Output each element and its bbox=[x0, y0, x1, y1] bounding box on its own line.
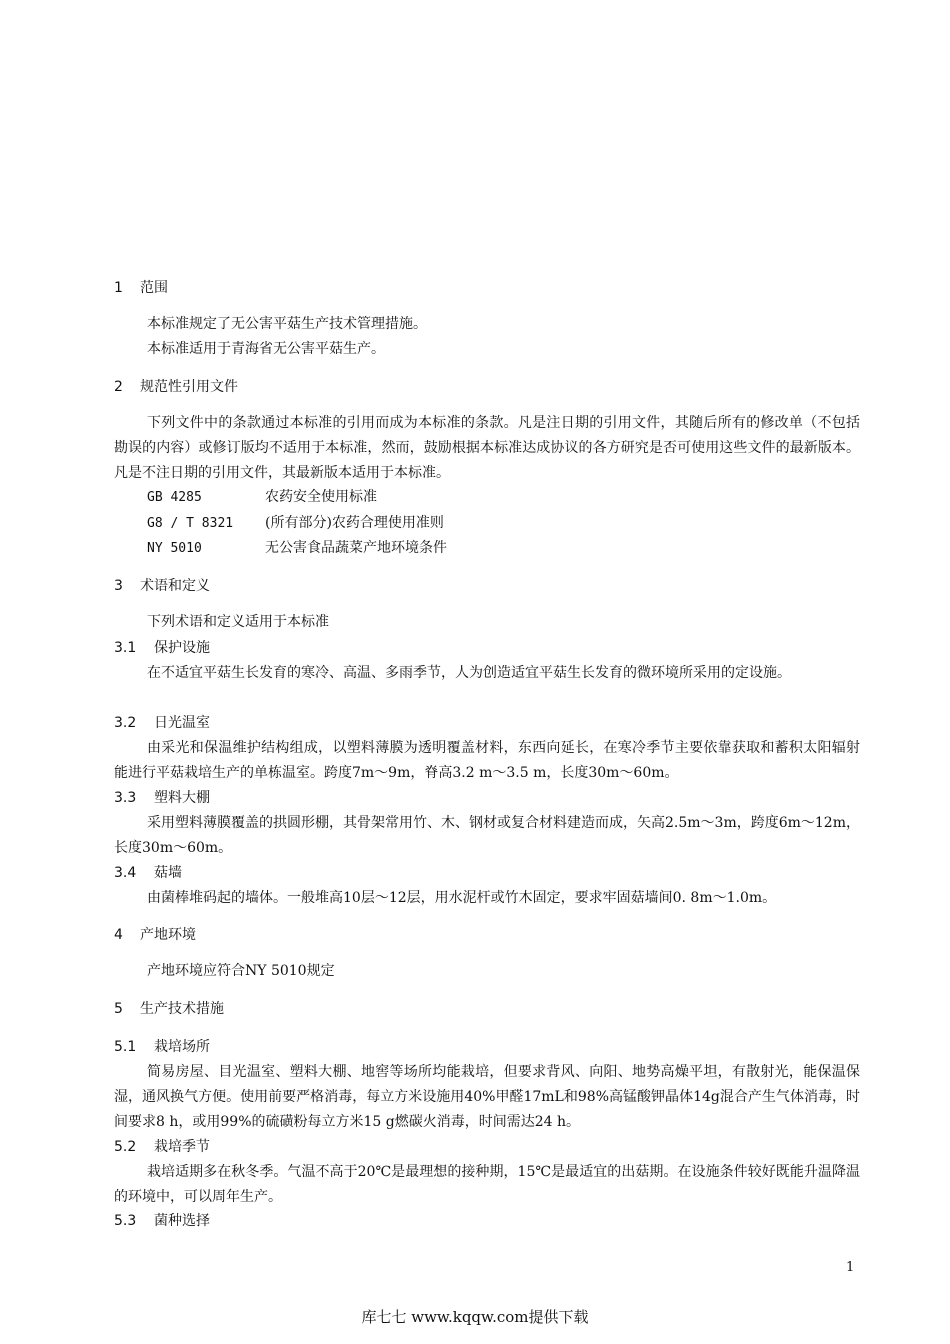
section-number: 2 bbox=[114, 379, 123, 395]
download-footer: 库七七 www.kqqw.com提供下载 bbox=[361, 1308, 589, 1326]
paragraph: 由采光和保温维护结构组成，以塑料薄膜为透明覆盖材料，东西向延长，在寒冷季节主要依靠获取和蓄积太阳辐射能进行平菇栽培生产的单栋温室。跨度7m～9m，脊高3.2 m～3.5 m，长度30m～60m。 bbox=[114, 740, 860, 781]
page-number: 1 bbox=[846, 1260, 855, 1275]
subsection-5-2-heading bbox=[114, 1137, 210, 1157]
section-1-heading bbox=[114, 278, 168, 298]
section-number: 5.3 bbox=[114, 1213, 137, 1229]
paragraph: 产地环境应符合NY 5010规定 bbox=[147, 963, 335, 979]
section-title: 范围 bbox=[140, 280, 168, 296]
section-title: 产地环境 bbox=[140, 927, 196, 943]
section-number: 5.1 bbox=[114, 1039, 137, 1055]
paragraph: 采用塑料薄膜覆盖的拱圆形棚，其骨架常用竹、木、钢材或复合材料建造而成，矢高2.5m～3m，跨度6m～12m，长度30m～60m。 bbox=[114, 815, 860, 856]
section-title: 术语和定义 bbox=[140, 578, 210, 594]
subsection-3-1-heading bbox=[114, 638, 210, 658]
section-title: 菌种选择 bbox=[154, 1213, 210, 1229]
subsection-3-3-heading bbox=[114, 788, 210, 808]
subsection-5-3-heading bbox=[114, 1211, 210, 1231]
section-title: 规范性引用文件 bbox=[140, 379, 238, 395]
paragraph: 在不适宜平菇生长发育的寒冷、高温、多雨季节，人为创造适宜平菇生长发育的微环境所采用的定设施。 bbox=[147, 665, 791, 681]
subsection-3-2-heading bbox=[114, 713, 210, 733]
section-number: 5 bbox=[114, 1001, 123, 1017]
paragraph: 简易房屋、目光温室、塑料大棚、地窖等场所均能栽培，但要求背风、向阳、地势高燥平坦，有散射光，能保温保湿，通风换气方便。使用前要严格消毒，每立方米设施用40%甲醛17mL和98%高锰酸钾晶体14g混合产生气体消毒，时间要求8 h，或用99%的硫磺粉每立方米15 g燃碳火消毒，时间需达24 h。 bbox=[114, 1064, 860, 1130]
paragraph: 下列文件中的条款通过本标准的引用而成为本标准的条款。凡是注日期的引用文件，其随后所有的修改单（不包括勘误的内容）或修订版均不适用于本标准，然而，鼓励根据本标准达成协议的各方研究是否可使用这些文件的最新版本。凡是不注日期的引用文件，其最新版本适用于本标准。 bbox=[114, 415, 860, 481]
section-3-heading bbox=[114, 576, 210, 596]
paragraph: 本标准适用于青海省无公害平菇生产。 bbox=[147, 341, 385, 357]
subsection-5-1-heading bbox=[114, 1037, 210, 1057]
section-title: 塑料大棚 bbox=[154, 790, 210, 806]
reference-item bbox=[147, 486, 377, 509]
paragraph: 本标准规定了无公害平菇生产技术管理措施。 bbox=[147, 316, 427, 332]
section-title: 生产技术措施 bbox=[140, 1001, 224, 1017]
section-2-heading bbox=[114, 377, 238, 397]
section-number: 3.2 bbox=[114, 715, 137, 731]
section-5-heading bbox=[114, 999, 224, 1019]
section-number: 3.1 bbox=[114, 640, 137, 656]
section-title: 保护设施 bbox=[154, 640, 210, 656]
subsection-3-4-heading bbox=[114, 863, 182, 883]
section-number: 3.3 bbox=[114, 790, 137, 806]
reference-item bbox=[147, 512, 444, 535]
reference-code: GB 4285 bbox=[147, 490, 202, 505]
paragraph: 由菌棒堆码起的墙体。一般堆高10层～12层，用水泥杆或竹木固定，要求牢固菇墙间0. 8m～1.0m。 bbox=[147, 890, 777, 906]
reference-item bbox=[147, 537, 447, 560]
reference-title: (所有部分)农药合理使用准则 bbox=[265, 515, 444, 531]
reference-code: G8 / T 8321 bbox=[147, 516, 234, 531]
paragraph: 栽培适期多在秋冬季。气温不高于20℃是最理想的接种期，15℃是最适宜的出菇期。在设施条件较好既能升温降温的环境中，可以周年生产。 bbox=[114, 1164, 860, 1205]
section-number: 4 bbox=[114, 927, 123, 943]
section-title: 栽培季节 bbox=[154, 1139, 210, 1155]
reference-title: 农药安全使用标准 bbox=[265, 489, 377, 505]
reference-code: NY 5010 bbox=[147, 541, 202, 556]
paragraph: 下列术语和定义适用于本标准 bbox=[147, 614, 329, 630]
section-4-heading bbox=[114, 925, 196, 945]
section-title: 日光温室 bbox=[154, 715, 210, 731]
section-number: 1 bbox=[114, 280, 123, 296]
section-number: 5.2 bbox=[114, 1139, 137, 1155]
section-title: 栽培场所 bbox=[154, 1039, 210, 1055]
reference-title: 无公害食品蔬菜产地环境条件 bbox=[265, 540, 447, 556]
section-number: 3 bbox=[114, 578, 123, 594]
section-number: 3.4 bbox=[114, 865, 137, 881]
section-title: 菇墙 bbox=[154, 865, 182, 881]
